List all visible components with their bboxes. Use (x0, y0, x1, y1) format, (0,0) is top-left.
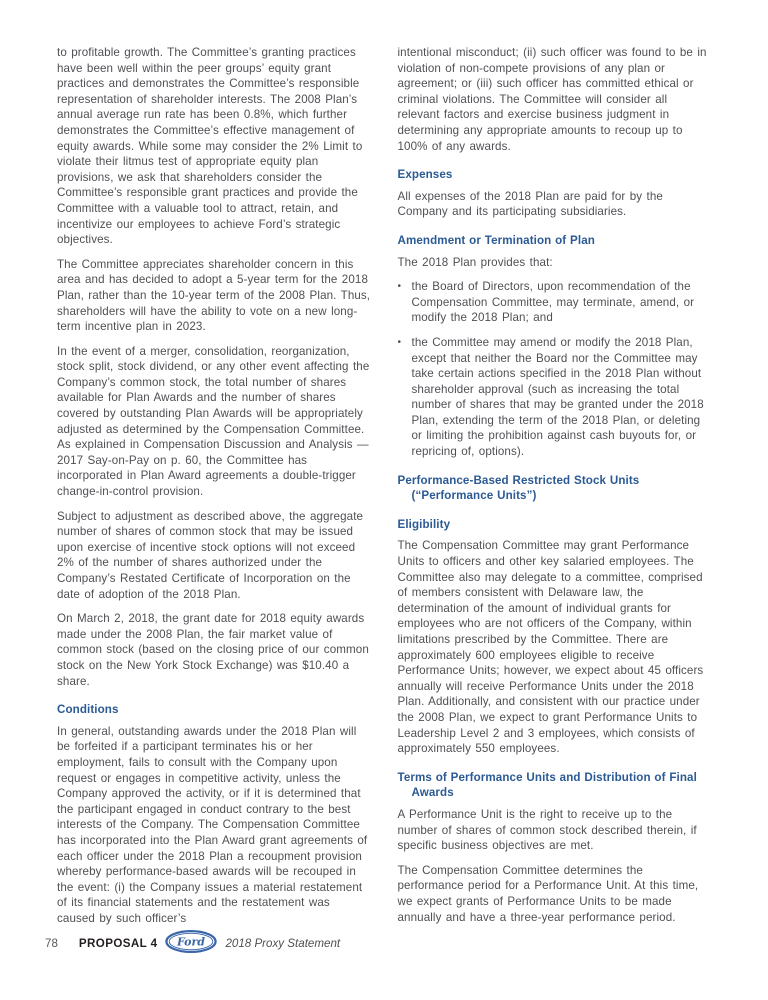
bullet-text: the Committee may amend or modify the 2018 Plan, except that neither the Board nor the Committee may take certain actions specified in the 2018 Plan without shareholder approval (such as increasing the total number of shares that may be granted under the 2018 Plan, extending the term of the 2018 Plan, or deleting or limiting the prohibition against cash buyouts for, or repricing of, options). (411, 335, 704, 459)
body-paragraph: In general, outstanding awards under the 2018 Plan will be forfeited if a participant terminates his or her employment, fails to consult with the Company upon request or engages in competitive activity, unless the Company approved the activity, or if it is determined that the participant engaged in conduct contrary to the best interests of the Company. The Compensation Committee has incorporated into the Plan Award grant agreements of each officer under the 2018 Plan a recoupment provision whereby performance-based awards will be recouped in the event: (i) the Company issues a material restatement of its financial statements and the restatement was caused by such officer’s (57, 724, 368, 925)
body-paragraph: The 2018 Plan provides that: (397, 255, 553, 269)
section-heading: Performance-Based Restricted Stock Units (“Performance Units”) (397, 473, 640, 503)
bullet-text: the Board of Directors, upon recommendation of the Compensation Committee, may terminate, amend, or modify the 2018 Plan; and (411, 280, 695, 325)
section-heading: Terms of Performance Units and Distribution of Final Awards (397, 770, 697, 800)
section-heading: Amendment or Termination of Plan (397, 233, 595, 247)
body-paragraph: The Compensation Committee determines the performance period for a Performance Unit. At this time, we expect grants of Performance Units to be made annually and have a three-year performance period. (397, 863, 699, 924)
section-heading: Eligibility (397, 517, 451, 531)
body-paragraph: The Committee appreciates shareholder concern in this area and has decided to adopt a 5-year term for the 2018 Plan, rather than the 10-year term of the 2008 Plan. Thus, shareholders will have the ability to vote on a new long-term incentive plan in 2023. (57, 257, 371, 334)
bullet-list-item (398, 335, 713, 460)
page-footer (45, 932, 340, 954)
bullet-list-item (398, 279, 713, 326)
body-paragraph: The Compensation Committee may grant Performance Units to officers and other key salaried employees. The Committee also may delegate to a committee, comprised of members consistent with Delaware law, the determination of the amount of individual grants for employees who are not officers of the Company, within limitations prescribed by the Committee. There are approximately 600 employees eligible to receive Performance Units; however, we expect about 45 officers annually will receive Performance Units under the 2018 Plan. Additionally, and consistent with our practice under the 2008 Plan, we expect to grant Performance Units to Leadership Level 2 and 3 employees, which consists of approximately 550 employees. (397, 539, 704, 756)
body-paragraph: In the event of a merger, consolidation, reorganization, stock split, stock dividend, or any other event affecting the Company’s common stock, the total number of shares available for Plan Awards and the number of shares covered by outstanding Plan Awards will be appropriately adjusted as determined by the Compensation Committee. As explained in Compensation Discussion and Analysis — 2017 Say-on-Pay on p. 60, the Committee has incorporated in Plan Award agreements a double-trigger change-in-control provision. (57, 344, 370, 499)
right-column (398, 45, 713, 935)
bullet-icon: • (397, 281, 402, 293)
section-heading: Conditions (57, 703, 119, 717)
body-paragraph: All expenses of the 2018 Plan are paid for by the Company and its participating subsidiaries. (397, 189, 663, 219)
body-paragraph: Subject to adjustment as described above, the aggregate number of shares of common stock that may be issued upon exercise of incentive stock options will not exceed 2% of the number of shares authorized under the Company’s Restated Certificate of Incorporation on the date of adoption of the 2018 Plan. (57, 509, 364, 601)
ford-logo-icon (165, 930, 217, 956)
footer-section-label: PROPOSAL 4 (78, 936, 158, 950)
bullet-icon: • (397, 336, 402, 348)
body-paragraph: A Performance Unit is the right to receive up to the number of shares of common stock described therein, if specific business objectives are met. (397, 807, 697, 853)
section-heading: Expenses (397, 168, 453, 182)
document-title: 2018 Proxy Statement (225, 936, 341, 950)
page-number: 78 (45, 936, 58, 950)
body-paragraph: On March 2, 2018, the grant date for 2018 equity awards made under the 2008 Plan, the fair market value of common stock (based on the closing price of our common stock on the New York Stock Exchange) was $10.40 a share. (57, 612, 369, 688)
svg-text:Ford: Ford (177, 935, 206, 949)
two-column-text-body (57, 45, 712, 935)
body-paragraph: to profitable growth. The Committee’s granting practices have been well within the peer groups’ equity grant practices and demonstrates the Committee’s responsible representation of shareholder interests. The 2008 Plan’s annual average run rate has been 0.8%, which further demonstrates the Committee’s effective management of equity awards. While some may consider the 2% Limit to violate their litmus test of appropriate equity plan provisions, we ask that shareholders consider the Committee’s responsible grant practices and provide the Committee with a valuable tool to attract, retain, and incentivize our employees to achieve Ford’s strategic objectives. (57, 46, 363, 247)
left-column (57, 45, 372, 935)
body-paragraph: intentional misconduct; (ii) such officer was found to be in violation of non-compete provisions of any plan or agreement; or (iii) such officer has committed ethical or criminal violations. The Committee will consider all relevant factors and exercise business judgment in determining any appropriate amounts to recoup up to 100% of any awards. (397, 46, 707, 153)
